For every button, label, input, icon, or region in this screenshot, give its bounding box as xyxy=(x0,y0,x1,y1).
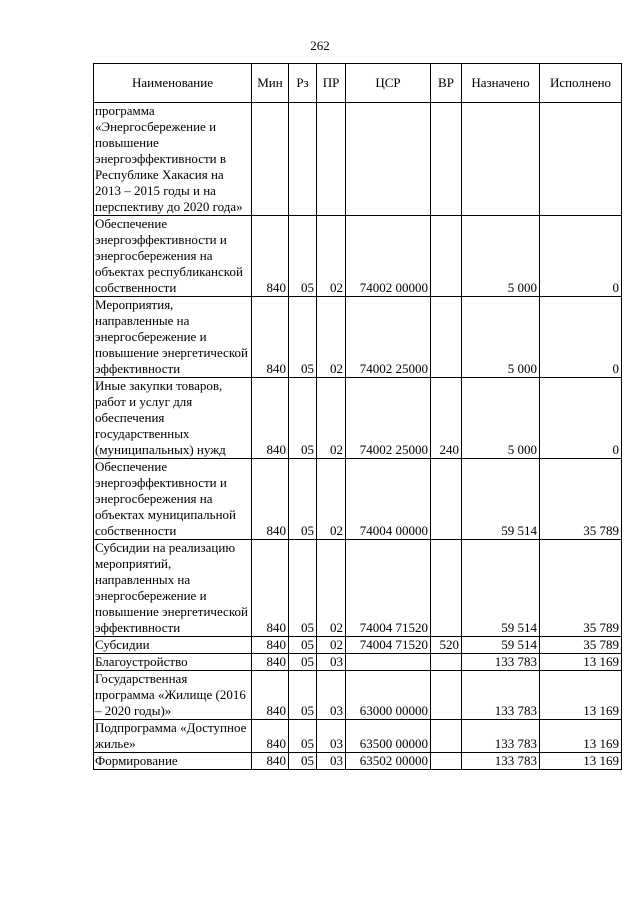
cell-pr: 02 xyxy=(317,637,346,654)
cell-pr: 03 xyxy=(317,753,346,770)
cell-assigned: 133 783 xyxy=(462,753,540,770)
cell-min: 840 xyxy=(252,297,289,378)
col-header-name: Наименование xyxy=(94,64,252,103)
cell-min: 840 xyxy=(252,540,289,637)
cell-min: 840 xyxy=(252,637,289,654)
cell-executed: 0 xyxy=(540,297,622,378)
table-row xyxy=(94,378,622,459)
cell-rz: 05 xyxy=(289,297,317,378)
cell-assigned: 59 514 xyxy=(462,637,540,654)
cell-pr: 03 xyxy=(317,671,346,720)
cell-csr: 74002 25000 xyxy=(346,297,431,378)
cell-name: Подпрограмма «Доступное жилье» xyxy=(94,720,252,753)
cell-pr: 02 xyxy=(317,459,346,540)
cell-min: 840 xyxy=(252,720,289,753)
cell-name: программа «Энергосбережение и повышение энергоэффективности в Республике Хакасия на 2013 – 2015 годы и на перспективу до 2020 года» xyxy=(94,103,252,216)
cell-assigned: 5 000 xyxy=(462,297,540,378)
cell-vr xyxy=(431,654,462,671)
cell-vr xyxy=(431,297,462,378)
table-row xyxy=(94,654,622,671)
cell-assigned xyxy=(462,103,540,216)
cell-csr: 74002 00000 xyxy=(346,216,431,297)
header-row xyxy=(94,64,622,103)
cell-min: 840 xyxy=(252,459,289,540)
cell-vr xyxy=(431,459,462,540)
cell-csr: 63000 00000 xyxy=(346,671,431,720)
cell-rz: 05 xyxy=(289,378,317,459)
cell-pr: 02 xyxy=(317,378,346,459)
cell-name: Государственная программа «Жилище (2016 – 2020 годы)» xyxy=(94,671,252,720)
cell-assigned: 59 514 xyxy=(462,459,540,540)
cell-min: 840 xyxy=(252,753,289,770)
cell-min: 840 xyxy=(252,378,289,459)
cell-vr: 240 xyxy=(431,378,462,459)
table-row xyxy=(94,103,622,216)
cell-min xyxy=(252,103,289,216)
cell-rz: 05 xyxy=(289,654,317,671)
cell-vr xyxy=(431,753,462,770)
cell-executed: 13 169 xyxy=(540,720,622,753)
table-row xyxy=(94,297,622,378)
cell-executed: 13 169 xyxy=(540,671,622,720)
col-header-csr: ЦСР xyxy=(346,64,431,103)
table-row xyxy=(94,720,622,753)
cell-rz: 05 xyxy=(289,216,317,297)
cell-assigned: 133 783 xyxy=(462,671,540,720)
cell-executed: 13 169 xyxy=(540,753,622,770)
cell-executed: 35 789 xyxy=(540,637,622,654)
cell-csr xyxy=(346,103,431,216)
cell-assigned: 133 783 xyxy=(462,720,540,753)
table-row xyxy=(94,216,622,297)
col-header-vr: ВР xyxy=(431,64,462,103)
cell-name: Формирование xyxy=(94,753,252,770)
col-header-rz: Рз xyxy=(289,64,317,103)
cell-executed: 0 xyxy=(540,216,622,297)
cell-vr xyxy=(431,103,462,216)
cell-pr xyxy=(317,103,346,216)
table-row xyxy=(94,540,622,637)
cell-vr xyxy=(431,720,462,753)
cell-name: Субсидии на реализацию мероприятий, направленных на энергосбережение и повышение энергетической эффективности xyxy=(94,540,252,637)
col-header-min: Мин xyxy=(252,64,289,103)
cell-csr: 74002 25000 xyxy=(346,378,431,459)
cell-csr: 63500 00000 xyxy=(346,720,431,753)
cell-vr xyxy=(431,540,462,637)
cell-assigned: 5 000 xyxy=(462,216,540,297)
cell-csr: 74004 71520 xyxy=(346,540,431,637)
cell-executed: 35 789 xyxy=(540,459,622,540)
cell-pr: 02 xyxy=(317,540,346,637)
cell-name: Обеспечение энергоэффективности и энергосбережения на объектах муниципальной собственности xyxy=(94,459,252,540)
cell-name: Обеспечение энергоэффективности и энергосбережения на объектах республиканской собственности xyxy=(94,216,252,297)
cell-name: Иные закупки товаров, работ и услуг для обеспечения государственных (муниципальных) нужд xyxy=(94,378,252,459)
budget-table xyxy=(93,63,622,770)
cell-name: Благоустройство xyxy=(94,654,252,671)
cell-executed xyxy=(540,103,622,216)
cell-vr xyxy=(431,671,462,720)
cell-rz: 05 xyxy=(289,637,317,654)
col-header-pr: ПР xyxy=(317,64,346,103)
cell-rz: 05 xyxy=(289,459,317,540)
col-header-assigned: Назначено xyxy=(462,64,540,103)
cell-vr xyxy=(431,216,462,297)
cell-name: Мероприятия, направленные на энергосбережение и повышение энергетической эффективности xyxy=(94,297,252,378)
table-row xyxy=(94,637,622,654)
table-row xyxy=(94,753,622,770)
cell-pr: 02 xyxy=(317,297,346,378)
cell-assigned: 133 783 xyxy=(462,654,540,671)
cell-name: Субсидии xyxy=(94,637,252,654)
cell-rz xyxy=(289,103,317,216)
cell-rz: 05 xyxy=(289,720,317,753)
page-number: 262 xyxy=(310,38,330,53)
cell-min: 840 xyxy=(252,671,289,720)
cell-csr: 74004 00000 xyxy=(346,459,431,540)
cell-vr: 520 xyxy=(431,637,462,654)
table-row xyxy=(94,459,622,540)
cell-executed: 0 xyxy=(540,378,622,459)
cell-executed: 13 169 xyxy=(540,654,622,671)
cell-assigned: 5 000 xyxy=(462,378,540,459)
cell-pr: 03 xyxy=(317,654,346,671)
col-header-executed: Исполнено xyxy=(540,64,622,103)
cell-min: 840 xyxy=(252,654,289,671)
cell-csr: 74004 71520 xyxy=(346,637,431,654)
cell-csr: 63502 00000 xyxy=(346,753,431,770)
cell-min: 840 xyxy=(252,216,289,297)
table-row xyxy=(94,671,622,720)
cell-pr: 02 xyxy=(317,216,346,297)
cell-executed: 35 789 xyxy=(540,540,622,637)
cell-rz: 05 xyxy=(289,753,317,770)
cell-rz: 05 xyxy=(289,540,317,637)
cell-assigned: 59 514 xyxy=(462,540,540,637)
cell-pr: 03 xyxy=(317,720,346,753)
cell-csr xyxy=(346,654,431,671)
cell-rz: 05 xyxy=(289,671,317,720)
